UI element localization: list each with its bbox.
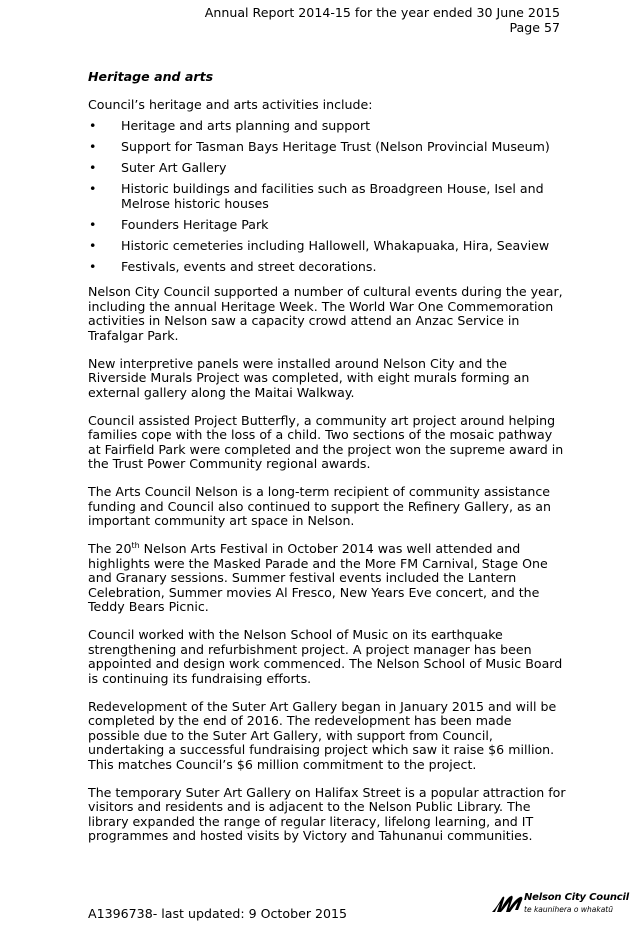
- bullet-icon: •: [89, 237, 97, 253]
- bullet-icon: •: [89, 139, 97, 154]
- document-reference: A1396738- last updated: 9 October 2015: [88, 906, 348, 921]
- nelson-city-council-logo-icon: [490, 891, 524, 915]
- main-content: [88, 70, 566, 857]
- bullet-icon: •: [89, 258, 97, 274]
- bullet-icon: •: [89, 118, 97, 133]
- bullet-icon: •: [89, 216, 97, 232]
- page-header: [205, 5, 560, 35]
- list-item-text: Historic cemeteries including Hallowell, Whakapuaka, Hira, Seaview: [121, 237, 550, 253]
- council-logo: [490, 891, 630, 917]
- paragraph-suter-redevelopment: Redevelopment of the Suter Art Gallery began in January 2015 and will be completed by the end of 2016. The redevelopment has been made possible due to the Suter Art Gallery, with support from Council, undertaking a successful fundraising project which saw it raise $6 million. This matches Council’s $6 million commitment to the project.: [88, 698, 557, 772]
- intro-text: Council’s heritage and arts activities include:: [88, 96, 373, 112]
- list-item-text: Historic buildings and facilities such as Broadgreen House, Isel and Melrose historic houses: [121, 181, 544, 211]
- list-item: [88, 239, 566, 254]
- section-heading: Heritage and arts: [88, 69, 214, 84]
- paragraph-interpretive-panels: New interpretive panels were installed around Nelson City and the Riverside Murals Project was completed, with eight murals forming an external gallery along the Maitai Walkway.: [88, 355, 530, 400]
- logo-title: Nelson City Council: [524, 892, 629, 903]
- list-item: [88, 161, 566, 176]
- list-item: [88, 182, 566, 211]
- list-item-text: Founders Heritage Park: [121, 216, 269, 232]
- list-item-text: Suter Art Gallery: [121, 160, 227, 175]
- paragraph-project-butterfly: Council assisted Project Butterfly, a community art project around helping families cope with the loss of a child. Two sections of the mosaic pathway at Fairfield Park were completed and the project won the supreme award in the Trust Power Community regional awards.: [88, 412, 564, 471]
- paragraph-arts-council: The Arts Council Nelson is a long-term recipient of community assistance funding and Council also continued to support the Refinery Gallery, as an important community art space in Nelson.: [88, 484, 551, 528]
- bullet-icon: •: [89, 181, 97, 196]
- list-item: [88, 119, 566, 134]
- page-number: Page 57: [509, 20, 560, 35]
- festival-prefix: The 20: [88, 541, 132, 556]
- activities-list: [88, 119, 566, 274]
- list-item: [88, 140, 566, 155]
- list-item-text: Festivals, events and street decorations.: [121, 258, 377, 274]
- paragraph-arts-festival: [88, 542, 566, 615]
- report-title: Annual Report 2014-15 for the year ended 30 June 2015: [204, 5, 560, 20]
- festival-text: Nelson Arts Festival in October 2014 was well attended and highlights were the Masked Parade and the More FM Carnival, Stage One and Granary sessions. Summer festival events included the Lantern Celebration, Summer movies Al Fresco, New Years Eve concert, and the Teddy Bears Picnic.: [88, 541, 548, 614]
- paragraph-school-of-music: Council worked with the Nelson School of Music on its earthquake strengthening and refurbishment project. A project manager has been appointed and design work commenced. The Nelson School of Music Board is continuing its fundraising efforts.: [88, 627, 563, 686]
- logo-subtitle: te kaunihera o whakatū: [524, 905, 613, 914]
- bullet-icon: •: [89, 160, 97, 175]
- list-item-text: Support for Tasman Bays Heritage Trust (Nelson Provincial Museum): [121, 139, 550, 154]
- list-item-text: Heritage and arts planning and support: [121, 118, 371, 133]
- paragraph-cultural-events: Nelson City Council supported a number of cultural events during the year, including the annual Heritage Week. The World War One Commemoration activities in Nelson saw a capacity crowd attend an Anzac Service in Trafalgar Park.: [88, 284, 563, 343]
- paragraph-temporary-gallery: The temporary Suter Art Gallery on Halifax Street is a popular attraction for visitors and residents and is adjacent to the Nelson Public Library. The library expanded the range of regular literacy, lifelong learning, and IT programmes and hosted visits by Victory and Tahunanui communities.: [88, 784, 566, 843]
- list-item: [88, 260, 566, 275]
- ordinal-suffix: th: [131, 540, 140, 550]
- list-item: [88, 218, 566, 233]
